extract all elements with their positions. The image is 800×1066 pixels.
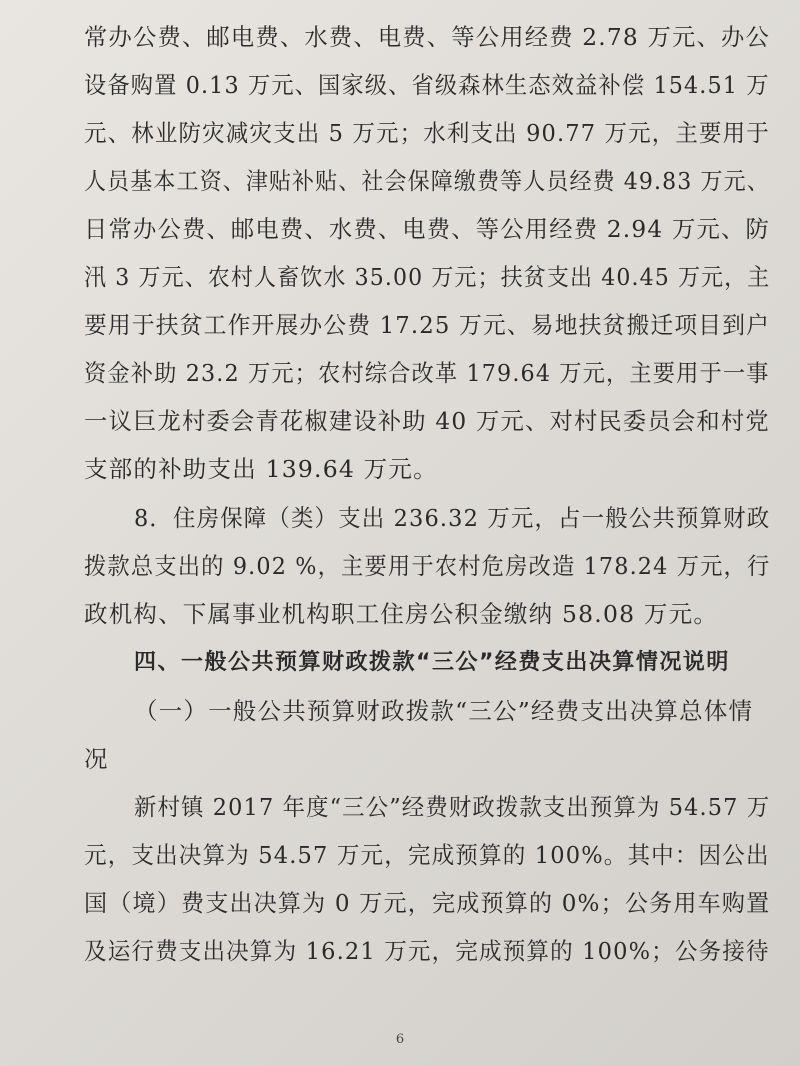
text-line: 一议巨龙村委会青花椒建设补助 40 万元、对村民委员会和村党 [84,407,770,435]
text-line: 设备购置 0.13 万元、国家级、省级森林生态效益补偿 154.51 万 [84,71,770,99]
text-line: 拨款总支出的 9.02 %，主要用于农村危房改造 178.24 万元，行 [84,552,771,580]
text-line: 元，支出决算为 54.57 万元，完成预算的 100%。其中：因公出 [84,841,770,869]
subsection-heading: 况 [84,745,109,773]
text-line: 8．住房保障（类）支出 236.32 万元，占一般公共预算财政 [134,504,771,532]
text-line: 资金补助 23.2 万元；农村综合改革 179.64 万元，主要用于一事 [84,359,770,387]
text-line: 常办公费、邮电费、水费、电费、等公用经费 2.78 万元、办公 [84,23,770,51]
text-line: 元、林业防灾减灾支出 5 万元；水利支出 90.77 万元，主要用于 [84,119,770,147]
page-number: 6 [395,1032,405,1047]
text-line: 要用于扶贫工作开展办公费 17.25 万元、易地扶贫搬迁项目到户 [84,311,771,339]
subsection-heading: （一）一般公共预算财政拨款“三公”经费支出决算总体情 [134,697,754,725]
text-line: 政机构、下属事业机构职工住房公积金缴纳 58.08 万元。 [84,600,719,628]
text-line: 日常办公费、邮电费、水费、电费、等公用经费 2.94 万元、防 [84,215,770,243]
text-line: 汛 3 万元、农村人畜饮水 35.00 万元；扶贫支出 40.45 万元，主 [84,263,771,291]
text-line: 人员基本工资、津贴补贴、社会保障缴费等人员经费 49.83 万元、 [84,167,770,195]
text-line: 及运行费支出决算为 16.21 万元，完成预算的 100%；公务接待 [84,937,770,965]
section-heading: 四、一般公共预算财政拨款“三公”经费支出决算情况说明 [134,650,730,675]
text-line: 新村镇 2017 年度“三公”经费财政拨款支出预算为 54.57 万 [134,793,771,821]
text-line: 国（境）费支出决算为 0 万元，完成预算的 0%；公务用车购置 [84,889,771,917]
text-line: 支部的补助支出 139.64 万元。 [84,455,438,483]
